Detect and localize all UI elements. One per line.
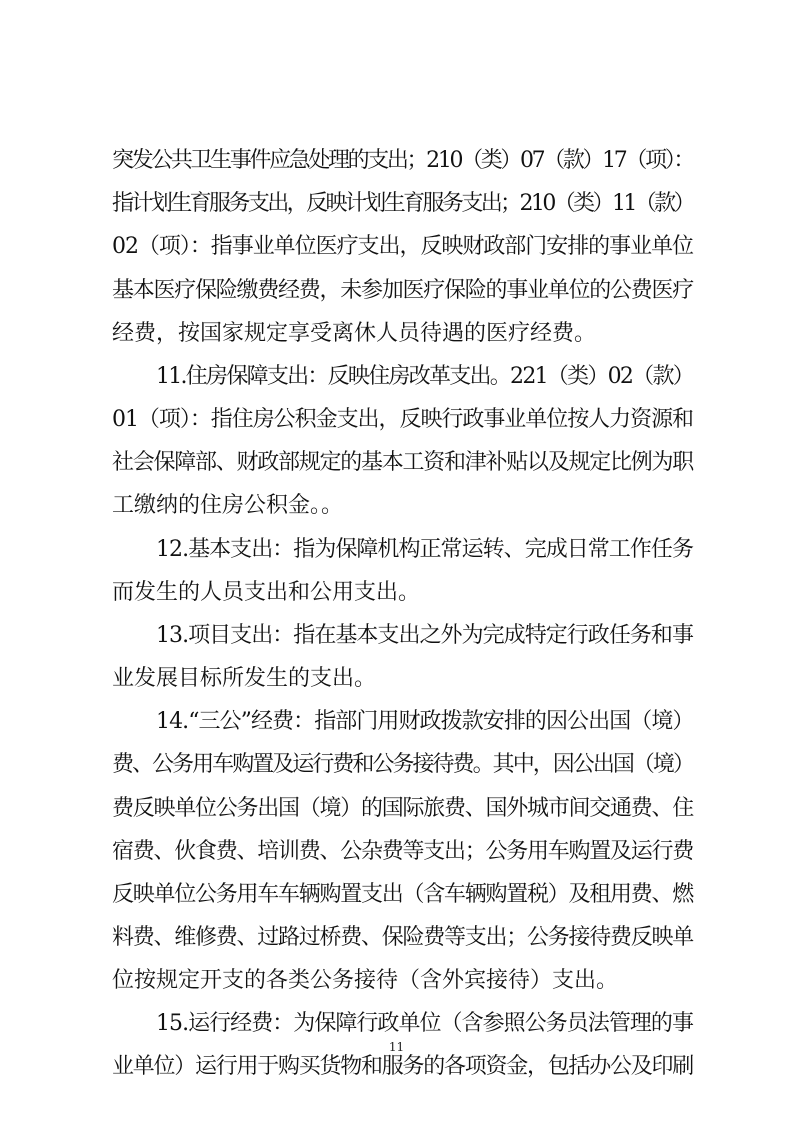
section-15-heading-line: 15.运行经费：为保障行政单位（含参照公务员法管理的事 (156, 1011, 693, 1036)
text-line: 突发公共卫生事件应急处理的支出；210（类）07（款）17（项）： (112, 148, 693, 173)
text-line: 指计划生育服务支出，反映计划生育服务支出；210（类）11（款） (112, 191, 693, 216)
text-line: 02（项）：指事业单位医疗支出，反映财政部门安排的事业单位 (112, 234, 693, 259)
section-14-heading-line: 14.“三公”经费：指部门用财政拨款安排的因公出国（境） (156, 709, 694, 734)
text-line: 业发展目标所发生的支出。 (112, 666, 377, 691)
text-line: 位按规定开支的各类公务接待（含外宾接待）支出。 (112, 968, 619, 993)
text-line: 费反映单位公务出国（境）的国际旅费、国外城市间交通费、住 (112, 796, 694, 821)
text-line: 工缴纳的住房公积金。。 (112, 493, 344, 518)
page-number: 11 (388, 1040, 405, 1054)
text-line: 料费、维修费、过路过桥费、保险费等支出；公务接待费反映单 (112, 925, 694, 950)
text-line: 反映单位公务用车车辆购置支出（含车辆购置税）及租用费、燃 (112, 882, 694, 907)
text-line: 业单位）运行用于购买货物和服务的各项资金，包括办公及印刷 (112, 1054, 694, 1079)
text-line: 经费，按国家规定享受离休人员待遇的医疗经费。 (112, 321, 597, 346)
section-12-heading-line: 12.基本支出：指为保障机构正常运转、完成日常工作任务 (156, 537, 693, 562)
text-line: 而发生的人员支出和公用支出。 (112, 580, 421, 605)
text-line: 01（项）：指住房公积金支出，反映行政事业单位按人力资源和 (112, 407, 693, 432)
text-line: 费、公务用车购置及运行费和公务接待费。其中，因公出国（境） (112, 752, 694, 777)
text-line: 社会保障部、财政部规定的基本工资和津补贴以及规定比例为职 (112, 450, 694, 475)
text-line: 基本医疗保险缴费经费，未参加医疗保险的事业单位的公费医疗 (112, 278, 694, 303)
section-13-heading-line: 13.项目支出：指在基本支出之外为完成特定行政任务和事 (156, 623, 693, 648)
text-line: 宿费、伙食费、培训费、公杂费等支出；公务用车购置及运行费 (112, 839, 694, 864)
section-11-heading-line: 11.住房保障支出：反映住房改革支出。221（类）02（款） (156, 364, 693, 389)
